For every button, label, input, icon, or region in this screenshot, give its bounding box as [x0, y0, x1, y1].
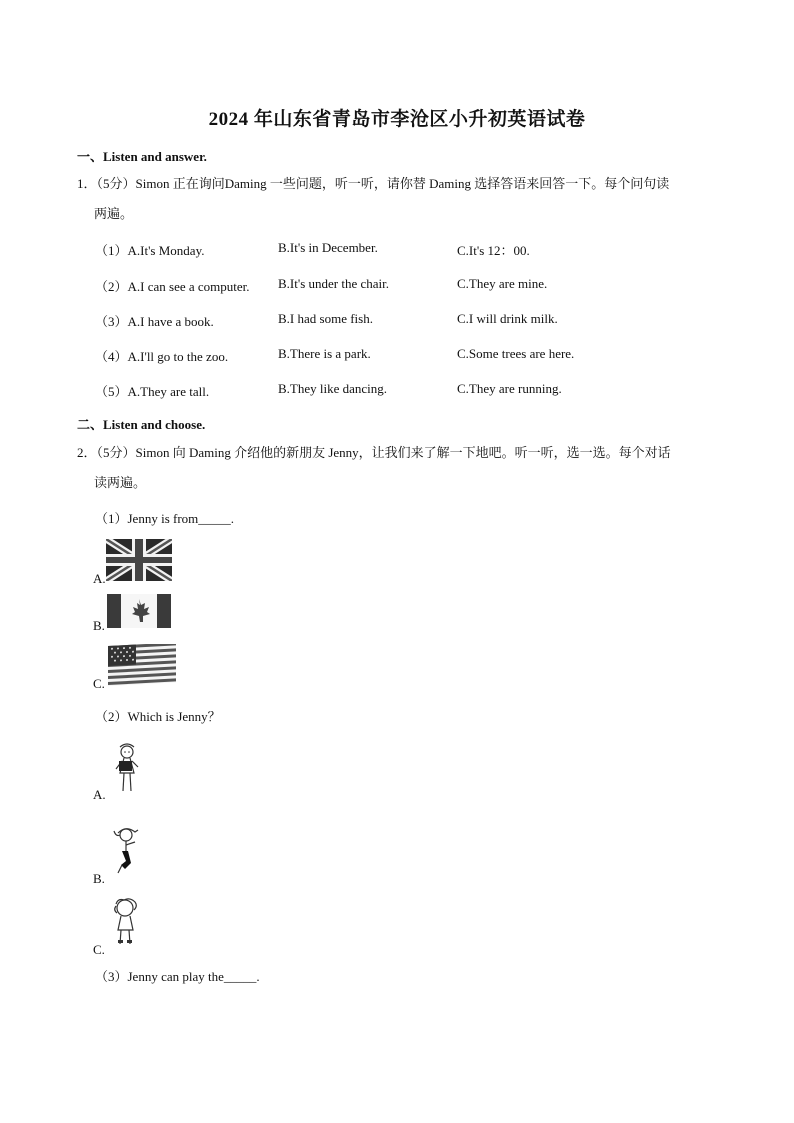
q1-item-1-option-c: C.It's 12：00. — [457, 243, 530, 258]
q1-item-4-option-a — [95, 346, 228, 365]
option-a-label: A. — [93, 571, 106, 586]
question-2-text-cont: 读两遍。 — [94, 475, 147, 490]
question-2 — [77, 438, 727, 498]
q1-item-2 — [95, 276, 735, 296]
question-1-text: 1．（5分）Simon 正在询问Daming 一些问题，听一听，请你替 Daming 选择答语来回答一下。每个问句读 — [77, 176, 670, 191]
q1-item-1-option-a — [95, 240, 204, 259]
question-1-text-cont: 两遍。 — [94, 206, 134, 221]
q1-item-2-option-a — [95, 276, 250, 295]
usa-flag-image — [108, 644, 176, 686]
q1-item-3-option-c: C.I will drink milk. — [457, 311, 558, 326]
option-c-label-2: C. — [93, 942, 105, 957]
item-number: （2） — [95, 279, 128, 294]
girl-a-image — [110, 741, 144, 799]
item-number: （1） — [95, 243, 128, 258]
question-1 — [77, 169, 727, 229]
option-b-label-2: B. — [93, 871, 105, 886]
q1-item-4-option-c: C.Some trees are here. — [457, 346, 575, 361]
item-number: （4） — [95, 349, 128, 364]
q1-item-4-option-b: B.There is a park. — [278, 346, 371, 361]
q1-item-3 — [95, 311, 735, 331]
girl-b-image — [108, 825, 142, 881]
q1-item-3-option-b: B.I had some fish. — [278, 311, 373, 326]
question-2-text: 2．（5分）Simon 向 Daming 介绍他的新朋友 Jenny，让我们来了解一下地吧。听一听，选一选。每个对话 — [77, 445, 671, 460]
q1-item-3-option-a — [95, 311, 214, 330]
q1-item-1-option-b: B.It's in December. — [278, 240, 378, 255]
q1-item-5-option-b: B.They like dancing. — [278, 381, 388, 396]
q2-sub-3: （3）Jenny can play the_____. — [95, 969, 260, 984]
section-heading-1: 一、Listen and answer. — [77, 149, 207, 164]
q1-item-5-option-c: C.They are running. — [457, 381, 562, 396]
option-text: A.It's Monday. — [127, 243, 205, 258]
q2-sub-1: （1）Jenny is from_____. — [95, 511, 235, 526]
q1-item-5-option-a — [95, 381, 209, 400]
q2-sub-2: （2）Which is Jenny？ — [95, 709, 221, 724]
q1-item-4 — [95, 346, 735, 366]
option-b-label: B. — [93, 618, 105, 633]
option-text: A.They are tall. — [127, 384, 210, 399]
option-text: A.I have a book. — [127, 314, 214, 329]
canada-flag-image — [107, 594, 171, 628]
page-title: 2024 年山东省青岛市李沧区小升初英语试卷 — [208, 109, 586, 130]
option-text: A.I can see a computer. — [127, 279, 250, 294]
option-c-label: C. — [93, 676, 105, 691]
option-text: A.I'll go to the zoo. — [127, 349, 229, 364]
item-number: （3） — [95, 314, 128, 329]
section-heading-2: 二、Listen and choose. — [77, 417, 206, 432]
girl-c-image — [108, 896, 142, 952]
item-number: （5） — [95, 384, 128, 399]
q1-item-1 — [95, 240, 735, 260]
option-a-label-2: A. — [93, 787, 106, 802]
q1-item-2-option-b: B.It's under the chair. — [278, 276, 390, 291]
q1-item-2-option-c: C.They are mine. — [457, 276, 548, 291]
uk-flag-image — [106, 539, 172, 581]
q1-item-5 — [95, 381, 735, 401]
